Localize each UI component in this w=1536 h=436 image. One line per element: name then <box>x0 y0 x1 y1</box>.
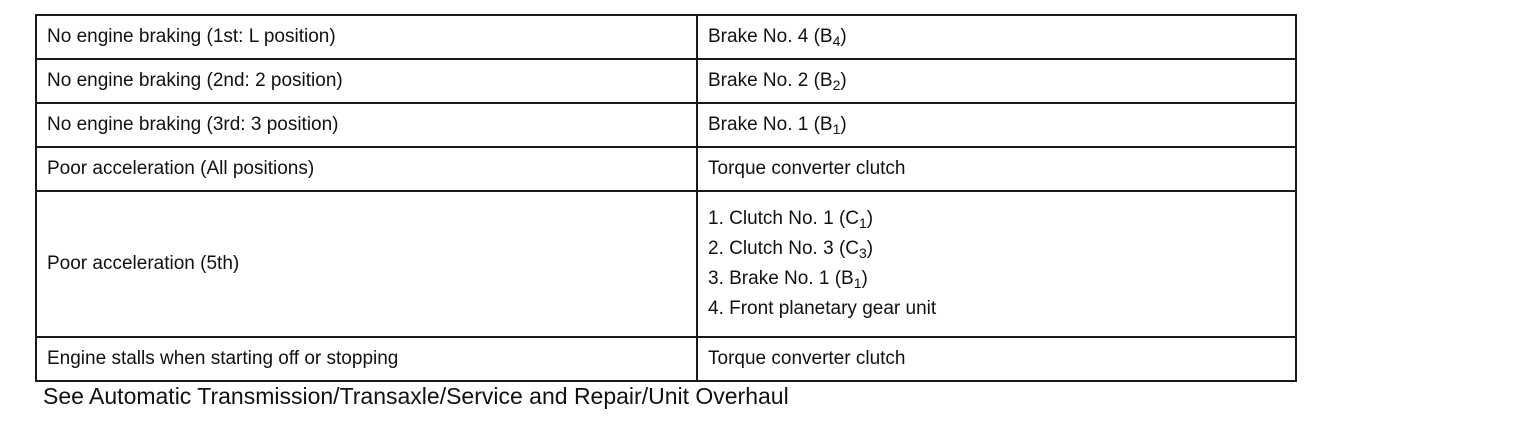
part-cell: Brake No. 4 $(B_4)$ <box>697 15 1296 59</box>
part-cell: Brake No. 2 $(B_2)$ <box>697 59 1296 103</box>
table-row <box>36 191 1296 337</box>
part-cell: Torque converter clutch <box>697 147 1296 191</box>
symptom-parts-table <box>35 14 1297 382</box>
table-row <box>36 15 1296 59</box>
part-list-item: 1. Clutch No. 1 $(C_1)$ <box>708 208 874 231</box>
reference-footnote: See Automatic Transmission/Transaxle/Service and Repair/Unit Overhaul <box>43 383 789 409</box>
symptom-cell: No engine braking (2nd: 2 position) <box>36 59 697 103</box>
symptom-cell: Poor acceleration (All positions) <box>36 147 697 191</box>
part-cell: Brake No. 1 $(B_1)$ <box>697 103 1296 147</box>
symptom-cell: Engine stalls when starting off or stopping <box>36 337 697 381</box>
symptom-cell: No engine braking (3rd: 3 position) <box>36 103 697 147</box>
part-list-cell <box>697 191 1296 337</box>
symptom-cell: Poor acceleration (5th) <box>36 191 697 337</box>
table-row <box>36 59 1296 103</box>
table-row <box>36 337 1296 381</box>
part-list-item: 3. Brake No. 1 $(B_1)$ <box>708 268 868 291</box>
table-row <box>36 147 1296 191</box>
part-list-item: 4. Front planetary gear unit <box>708 298 937 319</box>
symptom-cell: No engine braking (1st: L position) <box>36 15 697 59</box>
part-cell: Torque converter clutch <box>697 337 1296 381</box>
part-list-item: 2. Clutch No. 3 $(C_3)$ <box>708 238 874 261</box>
table-row <box>36 103 1296 147</box>
